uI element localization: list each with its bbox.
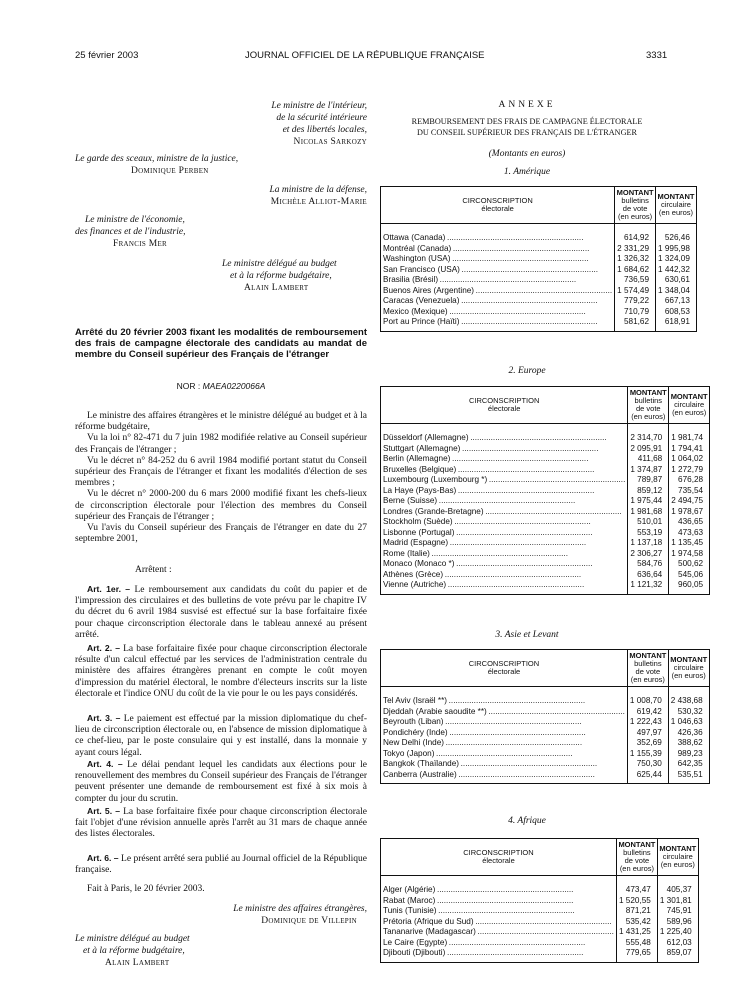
table-amerique bbox=[380, 186, 697, 332]
signature-justice bbox=[75, 153, 367, 177]
bulletins-cell: 2 314,70 bbox=[628, 433, 669, 444]
circulaire-cell: 618,91 bbox=[664, 317, 690, 326]
circulaire-cell: 859,07 bbox=[666, 948, 692, 957]
circulaire-cell: 2 494,75 bbox=[671, 496, 704, 505]
circulaire-cell: 1 135,45 bbox=[671, 538, 704, 547]
table-header-row bbox=[381, 387, 710, 424]
article-4 bbox=[75, 759, 367, 805]
header-bulletins bbox=[628, 387, 669, 424]
table-row bbox=[381, 885, 699, 896]
header-circonscription bbox=[381, 839, 617, 876]
article-text: La base forfaitaire fixée pour chaque circonscription électorale fait l'objet d'une révision annuelle après l'arrêt au 31 mars de chaque année des listes électorales. bbox=[75, 807, 367, 840]
circonscription-cell: Monaco (Monaco *) ............................................................ bbox=[381, 559, 628, 570]
circulaire-cell: 745,91 bbox=[666, 906, 692, 915]
header-circonscription bbox=[381, 187, 615, 224]
montants-note: (Montants en euros) bbox=[488, 149, 566, 159]
arretent-label: Arrêtent : bbox=[135, 565, 172, 575]
bulletins-cell: 736,59 bbox=[615, 275, 656, 286]
header-circulaire bbox=[668, 650, 709, 687]
table-row bbox=[381, 486, 710, 497]
circonscription-cell: Washington (USA) ............................................................ bbox=[381, 254, 615, 265]
header-bulletins bbox=[615, 187, 656, 224]
signature-line: Le ministre de l'intérieur, bbox=[271, 101, 367, 111]
circulaire-cell: 989,23 bbox=[677, 748, 703, 758]
circulaire-cell: 735,54 bbox=[678, 485, 704, 495]
circulaire-cell: 545,06 bbox=[678, 569, 704, 579]
table-row bbox=[381, 244, 697, 255]
bulletins-cell: 1 431,25 bbox=[616, 927, 657, 938]
circonscription-cell: Pondichéry (Inde) ............................................................ bbox=[381, 728, 628, 739]
table-row bbox=[381, 696, 710, 707]
bulletins-cell: 871,21 bbox=[616, 906, 657, 917]
bulletins-cell: 581,62 bbox=[615, 317, 656, 328]
table-row bbox=[381, 296, 697, 307]
header-line: (en euros) bbox=[631, 412, 666, 421]
signature-budget-bottom bbox=[75, 933, 255, 969]
circulaire-cell: 1 272,79 bbox=[671, 464, 704, 474]
signature-line: des finances et de l'industrie, bbox=[75, 227, 186, 237]
circulaire-cell: 667,13 bbox=[664, 296, 690, 305]
signature-budget bbox=[222, 258, 372, 294]
table-asie bbox=[380, 649, 710, 784]
header-line: (en euros) bbox=[618, 212, 653, 221]
annexe-subtitle-2: DU CONSEIL SUPÉRIEUR DES FRANÇAIS DE L'ÉTRANGER bbox=[417, 128, 637, 137]
circulaire-cell: 436,65 bbox=[678, 517, 704, 526]
circulaire-cell: 426,36 bbox=[677, 727, 703, 737]
table-row bbox=[381, 317, 697, 328]
preamble-paragraph: Le ministre des affaires étrangères et le ministre délégué au budget et à la réforme budgétaire, bbox=[75, 411, 367, 433]
header-line: circulaire bbox=[674, 400, 705, 409]
circulaire-cell: 960,05 bbox=[678, 580, 704, 589]
bulletins-cell: 555,48 bbox=[616, 938, 657, 949]
circulaire-cell: 526,46 bbox=[664, 233, 690, 242]
article-text: La base forfaitaire fixée pour chaque circonscription électorale résulte d'un calcul effectué par les services de l'administration centrale du ministère des affaires étrangères prenant en compte le coût moyen d'impression du matériel électoral, le nombre d'électeurs inscrits sur la liste électorale et l'indice ONU du coût de la vie pour le ou les pays considérés. bbox=[75, 644, 367, 699]
signature-line: et des libertés locales, bbox=[282, 125, 367, 135]
circonscription-cell: Stockholm (Suède) ............................................................ bbox=[381, 517, 628, 528]
circonscription-cell: Djibouti (Djibouti) ............................................................ bbox=[381, 948, 617, 959]
circulaire-cell: 1 301,81 bbox=[659, 895, 692, 905]
article-text: Le paiement est effectué par la mission diplomatique du chef-lieu de circonscription électorale ou, en l'absence de mission diplomatique à ce chef-lieu, par le poste consulaire qui y est installé, dans la monnaie y ayant cours légal. bbox=[75, 714, 367, 758]
article-label: Art. 2. – bbox=[87, 643, 120, 653]
circonscription-cell: Madrid (Espagne) ............................................................ bbox=[381, 538, 628, 549]
circonscription-cell: Bangkok (Thaïlande) ............................................................ bbox=[381, 759, 628, 770]
bulletins-cell: 1 137,18 bbox=[628, 538, 669, 549]
signature-line: Le ministre délégué au budget bbox=[222, 259, 337, 269]
preamble-paragraph: Vu l'avis du Conseil supérieur des Français de l'étranger en date du 27 septembre 2001, bbox=[75, 523, 367, 545]
table-header-row bbox=[381, 187, 697, 224]
nor-reference bbox=[75, 381, 367, 391]
circonscription-cell: Düsseldorf (Allemagne) ............................................................ bbox=[381, 433, 628, 444]
header-line: bulletins de vote bbox=[623, 848, 651, 865]
signatory-name: Nicolas Sarkozy bbox=[293, 137, 367, 147]
article-label: Art. 5. – bbox=[87, 806, 120, 816]
header-circonscription bbox=[381, 650, 628, 687]
circulaire-cell: 1 978,67 bbox=[671, 506, 704, 516]
section-title-asie: 3. Asie et Levant bbox=[495, 630, 559, 640]
bulletins-cell: 625,44 bbox=[627, 770, 668, 781]
bulletins-cell: 636,64 bbox=[628, 570, 669, 581]
circulaire-cell: 589,96 bbox=[666, 916, 692, 926]
bulletins-cell: 1 975,44 bbox=[628, 496, 669, 507]
table-row bbox=[381, 475, 710, 486]
header-line: CIRCONSCRIPTION bbox=[468, 396, 540, 405]
header-line: MONTANT bbox=[659, 844, 697, 853]
bulletins-cell: 2 306,27 bbox=[628, 549, 669, 560]
circulaire-cell: 676,28 bbox=[678, 475, 704, 484]
header-circonscription bbox=[381, 387, 628, 424]
signature-line: et à la réforme budgétaire, bbox=[83, 946, 185, 956]
circulaire-cell: 388,62 bbox=[677, 738, 703, 747]
circulaire-cell: 612,03 bbox=[666, 937, 692, 947]
circonscription-cell: Luxembourg (Luxembourg *) ............................................................ bbox=[381, 475, 628, 486]
header-line: (en euros) bbox=[658, 208, 694, 217]
signature-line: Le ministre de l'économie, bbox=[85, 215, 185, 225]
article-5 bbox=[75, 806, 367, 841]
signatory-name: Dominique Perben bbox=[131, 166, 209, 176]
circonscription-cell: Le Caire (Egypte) ............................................................ bbox=[381, 938, 617, 949]
table-row bbox=[381, 465, 710, 476]
header-line: bulletins de vote bbox=[634, 396, 663, 413]
table-row bbox=[381, 927, 699, 938]
signature-line: de la sécurité intérieure bbox=[276, 113, 367, 123]
signature-interieur bbox=[160, 100, 367, 148]
table-row bbox=[381, 938, 699, 949]
circulaire-cell: 608,53 bbox=[664, 306, 690, 316]
circonscription-cell: Tel Aviv (Israël **) ............................................................ bbox=[381, 696, 628, 707]
header-line: CIRCONSCRIPTION bbox=[463, 848, 534, 857]
table-row bbox=[381, 433, 710, 444]
signature-line: Le ministre des affaires étrangères, bbox=[233, 904, 367, 914]
table-header-row bbox=[381, 650, 710, 687]
circonscription-cell: Prétoria (Afrique du Sud) ............................................................ bbox=[381, 917, 617, 928]
circulaire-cell: 1 995,98 bbox=[658, 243, 690, 253]
table-row bbox=[381, 528, 710, 539]
signature-line: Le garde des sceaux, ministre de la justice, bbox=[75, 154, 239, 164]
bulletins-cell: 1 374,87 bbox=[628, 465, 669, 476]
table-row bbox=[381, 717, 710, 728]
preamble-paragraph: Vu la loi n° 82-471 du 7 juin 1982 modifiée relative au Conseil supérieur des Français de l'étranger ; bbox=[75, 433, 367, 455]
table-row bbox=[381, 233, 697, 244]
bulletins-cell: 411,68 bbox=[628, 454, 669, 465]
header-line: (en euros) bbox=[630, 675, 665, 684]
bulletins-cell: 1 155,39 bbox=[627, 749, 668, 760]
bulletins-cell: 2 331,29 bbox=[615, 244, 656, 255]
table-row bbox=[381, 749, 710, 760]
circulaire-cell: 473,63 bbox=[678, 527, 704, 537]
header-line: (en euros) bbox=[660, 860, 695, 869]
circulaire-cell: 1 348,04 bbox=[658, 285, 690, 295]
circonscription-cell: Vienne (Autriche) ............................................................ bbox=[381, 580, 628, 591]
article-text: Le délai pendant lequel les candidats aux élections pour le renouvellement des membres du Conseil supérieur des Français de l'étranger peuvent présenter une demande de remboursement est fixé à six mois à compter du jour du scrutin. bbox=[75, 760, 368, 804]
circonscription-cell: La Haye (Pays-Bas) ............................................................ bbox=[381, 486, 628, 497]
bulletins-cell: 1 222,43 bbox=[627, 717, 668, 728]
circulaire-cell: 2 438,68 bbox=[670, 696, 703, 705]
circonscription-cell: Athènes (Grèce) ............................................................ bbox=[381, 570, 628, 581]
table-row bbox=[381, 265, 697, 276]
table-row bbox=[381, 770, 710, 781]
bulletins-cell: 2 095,91 bbox=[628, 444, 669, 455]
section-title-europe: 2. Europe bbox=[508, 366, 546, 376]
circulaire-cell: 1 064,02 bbox=[671, 454, 704, 463]
table-row bbox=[381, 948, 699, 959]
signature-line: et à la réforme budgétaire, bbox=[230, 271, 332, 281]
circonscription-cell: Beyrouth (Liban) ............................................................ bbox=[381, 717, 628, 728]
article-6 bbox=[75, 853, 367, 876]
header-bulletins bbox=[627, 650, 668, 687]
header-line: MONTANT bbox=[657, 192, 695, 201]
signatory-name: Alain Lambert bbox=[105, 958, 170, 968]
table-row bbox=[381, 917, 699, 928]
table-row bbox=[381, 444, 710, 455]
preamble-paragraph: Vu le décret n° 84-252 du 6 avril 1984 modifié portant statut du Conseil supérieur des Français de l'étranger et fixant les modalités d'élection de ses membres ; bbox=[75, 455, 367, 489]
article-2 bbox=[75, 643, 367, 700]
header-line: MONTANT bbox=[629, 388, 667, 397]
circulaire-cell: 1 981,74 bbox=[671, 433, 704, 442]
table-row bbox=[381, 896, 699, 907]
header-line: bulletins de vote bbox=[634, 659, 662, 676]
header-line: électorale bbox=[487, 404, 521, 413]
circonscription-cell: Djeddah (Arabie saoudite **) ............................................................ bbox=[381, 707, 628, 718]
circulaire-cell: 530,32 bbox=[677, 706, 703, 716]
table-row bbox=[381, 759, 710, 770]
bulletins-cell: 750,30 bbox=[627, 759, 668, 770]
header-line: MONTANT bbox=[629, 651, 667, 660]
page-number: 3331 bbox=[646, 50, 668, 61]
circonscription-cell: Tokyo (Japon) ............................................................ bbox=[381, 749, 628, 760]
bulletins-cell: 1 684,62 bbox=[615, 265, 656, 276]
header-line: bulletins de vote bbox=[621, 196, 649, 213]
nor-code: MAEA0220066A bbox=[202, 381, 266, 391]
article-label: Art. 4. – bbox=[87, 759, 123, 769]
circonscription-cell: Rabat (Maroc) ............................................................ bbox=[381, 896, 617, 907]
header-line: MONTANT bbox=[670, 655, 708, 664]
table-row bbox=[381, 559, 710, 570]
signature-line: La ministre de la défense, bbox=[269, 185, 367, 195]
header-line: circulaire bbox=[660, 200, 691, 209]
table-row bbox=[381, 728, 710, 739]
header-circulaire bbox=[656, 187, 697, 224]
header-circulaire bbox=[669, 387, 710, 424]
header-line: (en euros) bbox=[619, 864, 654, 873]
bulletins-cell: 619,42 bbox=[627, 707, 668, 718]
header-line: MONTANT bbox=[616, 188, 654, 197]
signature-defense bbox=[160, 184, 367, 208]
signatory-name: Michèle Alliot-Marie bbox=[270, 197, 367, 207]
bulletins-cell: 535,42 bbox=[616, 917, 657, 928]
signature-economie bbox=[75, 214, 255, 250]
circonscription-cell: Londres (Grande-Bretagne) ............................................................ bbox=[381, 507, 628, 518]
bulletins-cell: 473,47 bbox=[616, 885, 657, 896]
bulletins-cell: 779,65 bbox=[616, 948, 657, 959]
signatory-name: Francis Mer bbox=[113, 239, 168, 249]
article-1 bbox=[75, 584, 367, 641]
table-row bbox=[381, 454, 710, 465]
circulaire-cell: 1 442,32 bbox=[658, 264, 690, 274]
circulaire-cell: 642,35 bbox=[677, 759, 703, 768]
header-date: 25 février 2003 bbox=[75, 50, 139, 61]
nor-label: NOR : bbox=[176, 381, 201, 391]
header-line: (en euros) bbox=[672, 408, 707, 417]
circonscription-cell: Port au Prince (Haïti) ............................................................ bbox=[381, 317, 615, 328]
table-row bbox=[381, 538, 710, 549]
table-header-row bbox=[381, 839, 699, 876]
circonscription-cell: Caracas (Venezuela) ............................................................ bbox=[381, 296, 615, 307]
circonscription-cell: Mexico (Mexique) ............................................................ bbox=[381, 307, 615, 318]
bulletins-cell: 789,87 bbox=[628, 475, 669, 486]
bulletins-cell: 584,76 bbox=[628, 559, 669, 570]
circonscription-cell: New Delhi (Inde) ............................................................ bbox=[381, 738, 628, 749]
circulaire-cell: 1 046,63 bbox=[670, 717, 703, 726]
table-row bbox=[381, 570, 710, 581]
circonscription-cell: San Francisco (USA) ............................................................ bbox=[381, 265, 615, 276]
circonscription-cell: Ottawa (Canada) ............................................................ bbox=[381, 233, 615, 244]
circonscription-cell: Berlin (Allemagne) ............................................................ bbox=[381, 454, 628, 465]
bulletins-cell: 710,79 bbox=[615, 307, 656, 318]
journal-title: JOURNAL OFFICIEL DE LA RÉPUBLIQUE FRANÇAISE bbox=[245, 50, 485, 61]
arretent bbox=[75, 565, 367, 576]
bulletins-cell: 1 121,32 bbox=[628, 580, 669, 591]
article-label: Art. 3. – bbox=[87, 713, 121, 723]
header-line: électorale bbox=[481, 204, 514, 213]
header-line: électorale bbox=[482, 856, 515, 865]
preamble bbox=[75, 411, 367, 545]
table-row bbox=[381, 906, 699, 917]
preamble-paragraph: Vu le décret n° 2000-200 du 6 mars 2000 modifié fixant les chefs-lieux de circonscription électorale pour l'élection des membres du Conseil supérieur des Français de l'étranger ; bbox=[75, 489, 367, 522]
table-row bbox=[381, 286, 697, 297]
bulletins-cell: 352,69 bbox=[627, 738, 668, 749]
header-bulletins bbox=[616, 839, 657, 876]
header-line: (en euros) bbox=[671, 671, 706, 680]
circonscription-cell: Alger (Algérie) ............................................................ bbox=[381, 885, 617, 896]
circonscription-cell: Bruxelles (Belgique) ............................................................ bbox=[381, 465, 628, 476]
circulaire-cell: 630,61 bbox=[664, 275, 690, 284]
header-circulaire bbox=[657, 839, 698, 876]
signature-affaires-etrangeres bbox=[160, 903, 367, 927]
circulaire-cell: 1 225,40 bbox=[659, 927, 692, 936]
bulletins-cell: 510,01 bbox=[628, 517, 669, 528]
table-europe bbox=[380, 386, 710, 595]
arrete-title: Arrêté du 20 février 2003 fixant les modalités de remboursement des frais de campagne électorale des candidats au mandat de membre du Conseil supérieur des Français de l'étranger bbox=[75, 327, 367, 360]
signatory-name: Dominique de Villepin bbox=[261, 916, 357, 926]
circonscription-cell: Brasilia (Brésil) ............................................................ bbox=[381, 275, 615, 286]
bulletins-cell: 859,12 bbox=[628, 486, 669, 497]
table-row bbox=[381, 507, 710, 518]
circonscription-cell: Tunis (Tunisie) ............................................................ bbox=[381, 906, 617, 917]
bulletins-cell: 553,19 bbox=[628, 528, 669, 539]
signature-line: Le ministre délégué au budget bbox=[75, 934, 190, 944]
article-label: Art. 1er. – bbox=[87, 584, 131, 594]
fait-line: Fait à Paris, le 20 février 2003. bbox=[87, 884, 205, 894]
circonscription-cell: Stuttgart (Allemagne) ............................................................ bbox=[381, 444, 628, 455]
circulaire-cell: 1 324,09 bbox=[658, 254, 690, 263]
circulaire-cell: 405,37 bbox=[666, 885, 692, 894]
circonscription-cell: Tananarive (Madagascar) ............................................................ bbox=[381, 927, 617, 938]
circonscription-cell: Rome (Italie) ............................................................ bbox=[381, 549, 628, 560]
header-line: circulaire bbox=[662, 852, 693, 861]
bulletins-cell: 497,97 bbox=[627, 728, 668, 739]
annexe-subtitle-1: REMBOURSEMENT DES FRAIS DE CAMPAGNE ÉLECTORALE bbox=[411, 117, 643, 126]
circonscription-cell: Buenos Aires (Argentine) ............................................................ bbox=[381, 286, 615, 297]
bulletins-cell: 1 008,70 bbox=[627, 696, 668, 707]
header-line: CIRCONSCRIPTION bbox=[462, 196, 533, 205]
bulletins-cell: 1 326,32 bbox=[615, 254, 656, 265]
article-3 bbox=[75, 713, 367, 759]
header-line: électorale bbox=[487, 667, 521, 676]
circonscription-cell: Montréal (Canada) ............................................................ bbox=[381, 244, 615, 255]
circulaire-cell: 535,51 bbox=[677, 769, 703, 779]
table-row bbox=[381, 707, 710, 718]
fait-a-paris bbox=[75, 884, 367, 895]
circulaire-cell: 500,62 bbox=[678, 559, 704, 568]
table-row bbox=[381, 738, 710, 749]
article-text: Le présent arrêté sera publié au Journal officiel de la République française. bbox=[75, 854, 368, 876]
table-row bbox=[381, 549, 710, 560]
header-line: circulaire bbox=[673, 663, 704, 672]
header-line: MONTANT bbox=[670, 392, 708, 401]
circonscription-cell: Canberra (Australie) ............................................................ bbox=[381, 770, 628, 781]
circonscription-cell: Berne (Suisse) ............................................................ bbox=[381, 496, 628, 507]
table-row bbox=[381, 580, 710, 591]
article-label: Art. 6. – bbox=[87, 853, 119, 863]
annexe-title: ANNEXE bbox=[498, 100, 556, 110]
table-row bbox=[381, 496, 710, 507]
table-row bbox=[381, 275, 697, 286]
bulletins-cell: 614,92 bbox=[615, 233, 656, 244]
bulletins-cell: 1 574,49 bbox=[615, 286, 656, 297]
table-row bbox=[381, 307, 697, 318]
section-title-afrique: 4. Afrique bbox=[508, 816, 546, 826]
circulaire-cell: 1 974,58 bbox=[671, 548, 704, 558]
circonscription-cell: Lisbonne (Portugal) ............................................................ bbox=[381, 528, 628, 539]
header-line: MONTANT bbox=[618, 840, 656, 849]
section-title-amerique: 1. Amérique bbox=[503, 167, 551, 177]
article-text: Le remboursement aux candidats du coût du papier et de l'impression des circulaires et des bulletins de vote prévu par le chapitre IV du décret du 6 avril 1984 susvisé est effectué sur la base forfaitaire fixée pour chaque circonscription électorale dans le tableau annexé au présent arrêté. bbox=[75, 585, 368, 640]
bulletins-cell: 779,22 bbox=[615, 296, 656, 307]
circulaire-cell: 1 794,41 bbox=[671, 443, 704, 453]
bulletins-cell: 1 520,55 bbox=[616, 896, 657, 907]
signatory-name: Alain Lambert bbox=[244, 283, 309, 293]
table-row bbox=[381, 254, 697, 265]
table-row bbox=[381, 517, 710, 528]
table-afrique bbox=[380, 838, 699, 963]
bulletins-cell: 1 981,68 bbox=[628, 507, 669, 518]
header-line: CIRCONSCRIPTION bbox=[468, 659, 540, 668]
